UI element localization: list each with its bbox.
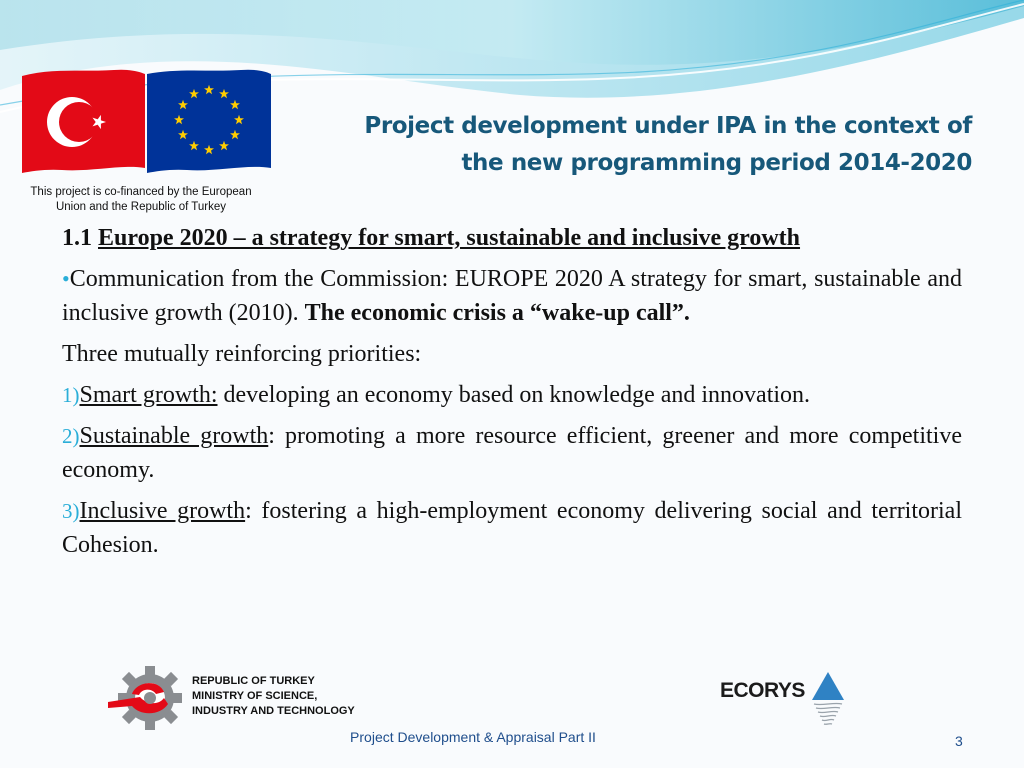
title-line: the new programming period 2014-2020 <box>461 150 972 176</box>
priority-item <box>62 378 962 412</box>
section-number: 1.1 <box>62 225 92 251</box>
ministry-line: REPUBLIC OF TURKEY <box>192 675 315 687</box>
priority-item <box>62 494 962 562</box>
priority-item <box>62 419 962 487</box>
bullet-paragraph <box>62 262 962 330</box>
bullet-bold-text: The economic crisis a “wake-up call”. <box>304 300 690 326</box>
section-heading <box>62 221 962 255</box>
priority-text: : fostering a high-employment economy delivering social and territorial Cohesion. <box>62 498 963 558</box>
ministry-name <box>192 674 355 719</box>
title-line: Project development under IPA in the context of <box>364 113 972 139</box>
cofinance-line: Union and the Republic of Turkey <box>55 201 227 213</box>
turkey-flag-icon <box>22 68 145 173</box>
priority-name: Sustainable growth <box>79 423 269 449</box>
ministry-line: MINISTRY OF SCIENCE, <box>192 690 318 702</box>
priority-number: 3) <box>62 499 80 523</box>
bullet-icon: • <box>62 266 70 291</box>
eu-flag-icon <box>147 68 271 173</box>
gear-logo-icon <box>106 664 190 730</box>
slide-title <box>280 108 972 182</box>
footer-caption: Project Development & Appraisal Part II <box>350 729 596 745</box>
triangle-logo-icon <box>810 670 846 728</box>
cofinance-note <box>0 185 282 215</box>
priority-text: developing an economy based on knowledge and innovation. <box>217 382 811 408</box>
priority-number: 2) <box>62 424 80 448</box>
section-title: Europe 2020 – a strategy for smart, sustainable and inclusive growth <box>98 225 801 251</box>
priority-number: 1) <box>62 383 80 407</box>
priorities-intro: Three mutually reinforcing priorities: <box>62 341 422 367</box>
priority-text: : promoting a more resource efficient, greener and more competitive economy. <box>62 423 963 483</box>
bullet-text: Communication from the Commission: EUROPE 2020 A strategy for smart, sustainable and inclusive growth (2010). <box>62 266 962 326</box>
slide-body <box>62 221 962 569</box>
ministry-line: INDUSTRY AND TECHNOLOGY <box>192 705 355 717</box>
cofinance-line: This project is co-financed by the European <box>30 186 252 198</box>
priority-name: Smart growth: <box>79 382 218 408</box>
page-number: 3 <box>955 733 963 749</box>
priority-name: Inclusive growth <box>79 498 246 524</box>
ecorys-logo-text: ECORYS <box>720 679 805 702</box>
